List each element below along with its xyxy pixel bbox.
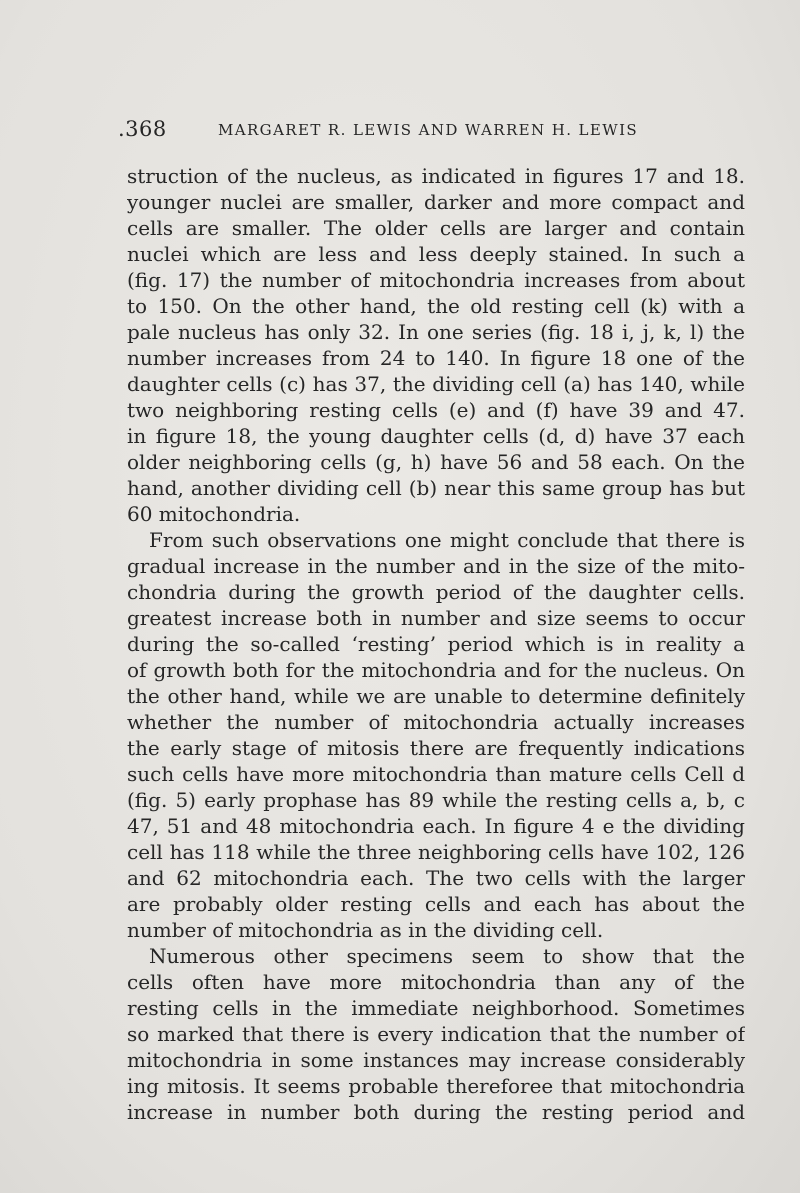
text-line: of growth both for the mitochondria and for the nucleus. On <box>127 658 745 682</box>
text-line: number of mitochondria as in the dividing cell. <box>127 918 604 942</box>
text-line: number increases from 24 to 140. In figure 18 one of the <box>127 346 745 370</box>
text-line: whether the number of mitochondria actually increases <box>127 710 745 734</box>
text-line: hand, another dividing cell (b) near this same group has but <box>127 476 745 500</box>
text-line: the other hand, while we are unable to determine definitely <box>127 684 745 708</box>
text-line: (fig. 17) the number of mitochondria increases from about <box>127 268 745 292</box>
text-line: pale nucleus has only 32. In one series (fig. 18 i, j, k, l) the <box>127 320 745 344</box>
text-line: gradual increase in the number and in the size of the mito- <box>127 554 745 578</box>
page-number: .368 <box>118 117 167 141</box>
running-head: MARGARET R. LEWIS AND WARREN H. LEWIS <box>218 121 639 139</box>
text-line: older neighboring cells (g, h) have 56 and 58 each. On the <box>127 450 745 474</box>
text-line: struction of the nucleus, as indicated in figures 17 and 18. <box>127 164 745 188</box>
text-line: and 62 mitochondria each. The two cells with the larger <box>127 866 745 890</box>
paragraph-2 <box>127 527 745 943</box>
text-line: daughter cells (c) has 37, the dividing cell (a) has 140, while <box>127 372 745 396</box>
text-line: 47, 51 and 48 mitochondria each. In figure 4 e the dividing <box>127 814 745 838</box>
text-line: mitochondria in some instances may increase considerably <box>127 1048 745 1072</box>
text-line: Numerous other specimens seem to show that the <box>149 944 745 968</box>
text-line: cell has 118 while the three neighboring cells have 102, 126 <box>127 840 745 864</box>
text-line: cells often have more mitochondria than any of the <box>127 970 745 994</box>
text-line: during the so-called ‘resting’ period which is in reality a <box>127 632 745 656</box>
text-line: are probably older resting cells and each has about the <box>127 892 745 916</box>
text-line: younger nuclei are smaller, darker and more compact and <box>127 190 745 214</box>
text-line: From such observations one might conclude that there is <box>149 528 745 552</box>
body-text <box>127 163 745 1125</box>
paragraph-3 <box>127 943 745 1125</box>
text-line: ing mitosis. It seems probable thereforee that mitochondria <box>127 1074 745 1098</box>
text-line: increase in number both during the resting period and <box>127 1100 745 1124</box>
text-line: such cells have more mitochondria than mature cells Cell d <box>127 762 745 786</box>
text-line: (fig. 5) early prophase has 89 while the resting cells a, b, c <box>127 788 745 812</box>
text-line: 60 mitochondria. <box>127 502 301 526</box>
text-line: cells are smaller. The older cells are larger and contain <box>127 216 745 240</box>
text-line: greatest increase both in number and size seems to occur <box>127 606 745 630</box>
text-line: so marked that there is every indication that the number of <box>127 1022 745 1046</box>
text-line: nuclei which are less and less deeply stained. In such a <box>127 242 745 266</box>
text-line: resting cells in the immediate neighborhood. Sometimes <box>127 996 745 1020</box>
text-line: to 150. On the other hand, the old resting cell (k) with a <box>127 294 745 318</box>
text-line: chondria during the growth period of the daughter cells. <box>127 580 745 604</box>
text-line: in figure 18, the young daughter cells (d, d) have 37 each <box>127 424 745 448</box>
text-line: the early stage of mitosis there are frequently indications <box>127 736 745 760</box>
paragraph-1 <box>127 163 745 527</box>
page-header <box>118 117 678 147</box>
text-line: two neighboring resting cells (e) and (f) have 39 and 47. <box>127 398 745 422</box>
